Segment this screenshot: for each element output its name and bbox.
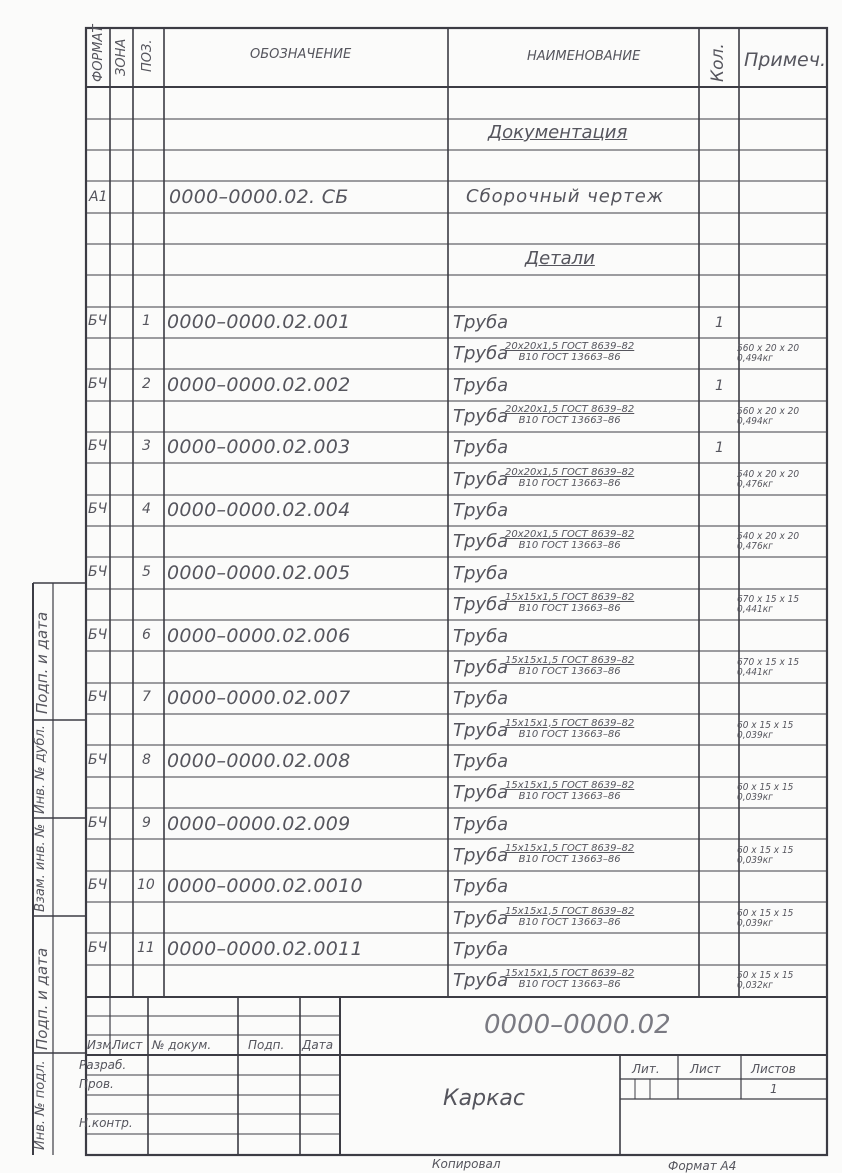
- assembly-format: A1: [89, 189, 108, 205]
- item-pos: 10: [137, 877, 155, 894]
- item-material-grade: В10 ГОСТ 13663–86: [518, 916, 621, 928]
- item-material-profile: 15х15х1,5 ГОСТ 8639–82: [505, 717, 635, 729]
- item-format: БЧ: [88, 751, 108, 768]
- item-material-profile: 20х20х1,5 ГОСТ 8639–82: [505, 529, 635, 541]
- item-note-dims: 560 х 20 х 20: [737, 406, 800, 418]
- item-material-spec: [505, 780, 634, 802]
- item-material-profile: 20х20х1,5 ГОСТ 8639–82: [505, 341, 635, 353]
- item-pos: 9: [142, 814, 151, 831]
- item-name: Труба: [453, 374, 509, 396]
- item-material-name: Труба: [453, 907, 509, 929]
- item-material-profile: 15х15х1,5 ГОСТ 8639–82: [505, 905, 635, 917]
- header-format: ФОРМАТ: [91, 24, 106, 82]
- item-material-spec: [505, 843, 634, 865]
- item-material-grade: В10 ГОСТ 13663–86: [518, 477, 621, 489]
- item-material-grade: В10 ГОСТ 13663–86: [518, 665, 621, 677]
- item-material-name: Труба: [453, 970, 509, 992]
- item-material-profile: 15х15х1,5 ГОСТ 8639–82: [505, 842, 635, 854]
- role-n-kontr: Н.контр.: [79, 1116, 133, 1130]
- doc-code: 0000–0000.02: [484, 1010, 671, 1040]
- item-material-grade: В10 ГОСТ 13663–86: [518, 728, 621, 740]
- item-pos: 2: [142, 375, 151, 392]
- side-label-podp-data-2: Подп. и дата: [33, 947, 51, 1050]
- item-format: БЧ: [88, 313, 108, 329]
- item-material-name: Труба: [453, 594, 509, 616]
- item-pos: 4: [142, 501, 151, 518]
- item-name: Труба: [453, 939, 509, 960]
- item-format: БЧ: [88, 814, 108, 831]
- item-note-dims: 60 х 15 х 15: [737, 907, 794, 919]
- item-name: Труба: [453, 688, 509, 710]
- doc-title: Каркас: [443, 1086, 525, 1111]
- item-material-grade: В10 ГОСТ 13663–86: [518, 853, 621, 865]
- item-note-dims: 560 х 20 х 20: [737, 343, 800, 355]
- item-code: 0000–0000.02.007: [167, 687, 351, 710]
- item-code: 0000–0000.02.002: [167, 373, 351, 396]
- item-material-spec: [505, 592, 634, 614]
- item-qty: 1: [715, 377, 724, 394]
- item-pos: 11: [137, 940, 155, 956]
- listov-label: Листов: [751, 1062, 796, 1076]
- item-material-grade: В10 ГОСТ 13663–86: [518, 791, 621, 803]
- item-material-profile: 20х20х1,5 ГОСТ 8639–82: [505, 466, 635, 478]
- item-code: 0000–0000.02.0011: [167, 938, 363, 960]
- item-material-profile: 20х20х1,5 ГОСТ 8639–82: [505, 404, 635, 416]
- item-code: 0000–0000.02.003: [167, 436, 351, 459]
- item-format: БЧ: [88, 626, 108, 643]
- item-material-name: Труба: [453, 406, 509, 428]
- header-designation: ОБОЗНАЧЕНИЕ: [250, 47, 352, 62]
- section-details: Детали: [525, 248, 595, 269]
- item-material-name: Труба: [453, 531, 509, 553]
- side-label-inv-podl: Инв. № подл.: [33, 1060, 48, 1150]
- item-note-mass: 0,441кг: [737, 666, 773, 678]
- item-material-profile: 15х15х1,5 ГОСТ 8639–82: [505, 968, 635, 980]
- item-note-dims: 540 х 20 х 20: [737, 468, 800, 480]
- item-material-grade: В10 ГОСТ 13663–86: [518, 415, 621, 427]
- lit-label: Лит.: [632, 1062, 660, 1076]
- header-note: Примеч.: [744, 49, 826, 71]
- item-pos: 8: [142, 751, 151, 768]
- item-format: БЧ: [88, 438, 108, 455]
- item-material-spec: [505, 718, 634, 740]
- item-pos: 7: [142, 689, 151, 706]
- item-note-dims: 60 х 15 х 15: [737, 782, 794, 794]
- item-pos: 1: [142, 313, 151, 329]
- item-material-grade: В10 ГОСТ 13663–86: [518, 540, 621, 552]
- item-note-dims: 50 х 15 х 15: [737, 970, 794, 982]
- item-code: 0000–0000.02.004: [167, 499, 351, 522]
- item-name: Труба: [453, 876, 509, 898]
- item-material-spec: [505, 968, 634, 990]
- item-note-mass: 0,494кг: [737, 353, 773, 365]
- role-razrab: Разраб.: [79, 1058, 127, 1072]
- item-material-grade: В10 ГОСТ 13663–86: [518, 979, 621, 991]
- item-note-mass: 0,039кг: [737, 792, 773, 804]
- item-format: БЧ: [88, 877, 108, 894]
- side-label-vzam-inv: Взам. инв. №: [33, 823, 48, 912]
- header-pos: ПОЗ.: [140, 39, 155, 72]
- item-note-dims: 60 х 15 х 15: [737, 844, 794, 856]
- item-name: Труба: [453, 813, 509, 835]
- item-qty: 1: [715, 440, 724, 457]
- header-zone: ЗОНА: [114, 38, 129, 76]
- side-label-podp-data-1: Подп. и дата: [33, 611, 51, 714]
- col-list: Лист: [112, 1038, 143, 1052]
- item-code: 0000–0000.02.005: [167, 561, 351, 584]
- item-note-dims: 540 х 20 х 20: [737, 531, 800, 543]
- item-material-name: Труба: [453, 468, 509, 490]
- item-code: 0000–0000.02.0010: [167, 875, 363, 898]
- item-name: Труба: [453, 750, 509, 772]
- role-prov: Пров.: [79, 1077, 114, 1091]
- item-code: 0000–0000.02.008: [167, 749, 351, 772]
- item-note-dims: 60 х 15 х 15: [737, 719, 794, 731]
- item-material-name: Труба: [453, 343, 509, 365]
- item-note-mass: 0,039кг: [737, 729, 773, 741]
- item-material-spec: [505, 467, 634, 489]
- item-pos: 6: [142, 626, 151, 643]
- footer-copied: Копировал: [432, 1157, 501, 1171]
- item-format: БЧ: [88, 501, 108, 518]
- item-name: Труба: [453, 562, 509, 584]
- item-material-grade: В10 ГОСТ 13663–86: [518, 352, 621, 364]
- item-note-dims: 670 х 15 х 15: [737, 656, 800, 668]
- item-note-mass: 0,476кг: [737, 541, 773, 553]
- item-material-name: Труба: [453, 844, 509, 866]
- assembly-code: 0000–0000.02. СБ: [169, 186, 349, 208]
- item-name: Труба: [453, 500, 509, 522]
- item-note-mass: 0,032кг: [737, 980, 773, 992]
- item-format: БЧ: [88, 375, 108, 392]
- item-material-spec: [505, 404, 634, 426]
- section-documentation: Документация: [488, 122, 628, 143]
- side-label-inv-dubl: Инв. № дубл.: [33, 725, 48, 814]
- item-material-profile: 15х15х1,5 ГОСТ 8639–82: [505, 654, 635, 666]
- item-material-spec: [505, 655, 634, 677]
- item-note-mass: 0,039кг: [737, 854, 773, 866]
- item-qty: 1: [715, 315, 724, 331]
- item-note-dims: 670 х 15 х 15: [737, 594, 800, 606]
- header-qty: Кол.: [708, 43, 728, 82]
- list-label: Лист: [690, 1062, 721, 1076]
- item-code: 0000–0000.02.006: [167, 624, 351, 647]
- item-pos: 5: [142, 563, 151, 580]
- listov-value: 1: [770, 1082, 778, 1096]
- item-name: Труба: [453, 312, 509, 333]
- item-code: 0000–0000.02.009: [167, 812, 351, 835]
- item-material-grade: В10 ГОСТ 13663–86: [518, 603, 621, 615]
- item-note-mass: 0,476кг: [737, 478, 773, 490]
- item-material-spec: [505, 341, 634, 363]
- item-name: Труба: [453, 625, 509, 647]
- item-material-profile: 15х15х1,5 ГОСТ 8639–82: [505, 592, 635, 604]
- header-name: НАИМЕНОВАНИЕ: [527, 49, 641, 64]
- item-format: БЧ: [88, 689, 108, 706]
- item-material-spec: [505, 906, 634, 928]
- footer-format: Формат А4: [668, 1159, 737, 1173]
- item-pos: 3: [142, 438, 151, 455]
- item-material-profile: 15х15х1,5 ГОСТ 8639–82: [505, 780, 635, 792]
- item-format: БЧ: [88, 940, 108, 956]
- item-code: 0000–0000.02.001: [167, 311, 351, 333]
- item-material-name: Труба: [453, 782, 509, 804]
- col-date: Дата: [302, 1038, 334, 1052]
- col-docnum: № докум.: [152, 1038, 212, 1052]
- assembly-name: Сборочный чертеж: [466, 186, 665, 207]
- item-material-name: Труба: [453, 719, 509, 741]
- item-material-spec: [505, 529, 634, 551]
- item-name: Труба: [453, 437, 509, 459]
- col-izm: Изм.: [87, 1038, 116, 1052]
- item-note-mass: 0,441кг: [737, 604, 773, 616]
- item-note-mass: 0,039кг: [737, 917, 773, 929]
- item-note-mass: 0,494кг: [737, 416, 773, 428]
- col-sign: Подп.: [248, 1038, 285, 1052]
- item-material-name: Труба: [453, 656, 509, 678]
- item-format: БЧ: [88, 563, 108, 580]
